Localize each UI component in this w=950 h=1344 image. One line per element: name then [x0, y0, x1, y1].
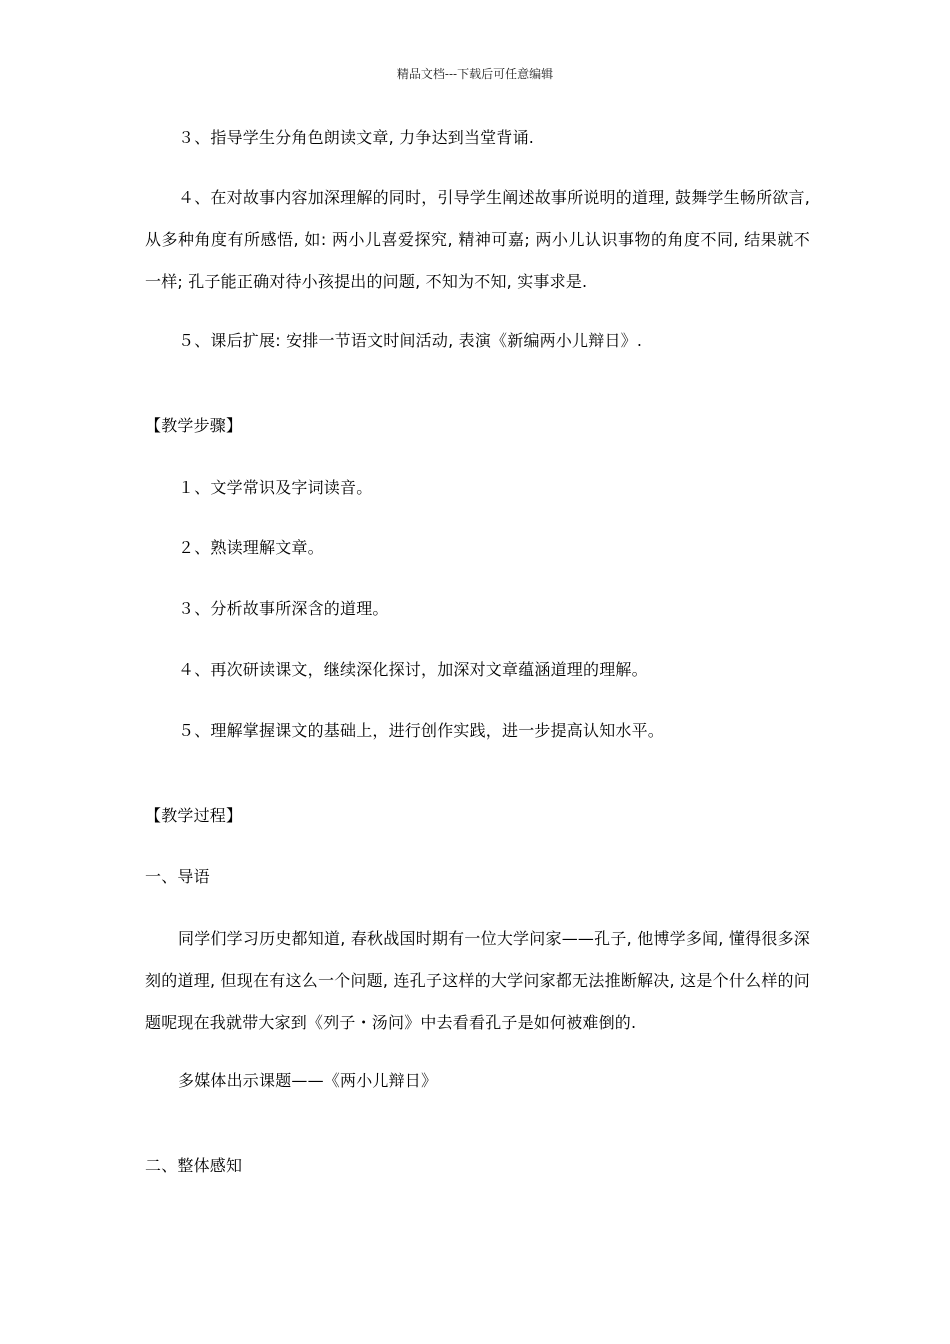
page-header: 精品文档---下载后可任意编辑 [396, 67, 554, 81]
goal-item-3: ３、指导学生分角色朗读文章, 力争达到当堂背诵. [178, 128, 535, 147]
steps-heading: 【教学步骤】 [145, 416, 243, 435]
goal-item-4: ４、在对故事内容加深理解的同时，引导学生阐述故事所说明的道理, 鼓舞学生畅所欲言, 从多种角度有所感悟, 如: 两小儿喜爱探究, 精神可嘉; 两小儿认识事物的角度不同, 结果就不一样; 孔子能正确对待小孩提出的问题, 不知为不知, 实事求是. [145, 188, 810, 291]
step-item-5: ５、理解掌握课文的基础上，进行创作实践，进一步提高认知水平。 [178, 721, 665, 740]
step-item-2: ２、熟读理解文章。 [178, 538, 324, 557]
goal-item-5: ５、课后扩展: 安排一节语文时间活动, 表演《新编两小儿辩日》. [178, 331, 643, 350]
step-item-4: ４、再次研读课文，继续深化探讨，加深对文章蕴涵道理的理解。 [178, 660, 648, 679]
intro-paragraph: 同学们学习历史都知道, 春秋战国时期有一位大学问家——孔子, 他博学多闻, 懂得很多深刻的道理, 但现在有这么一个问题, 连孔子这样的大学问家都无法推断解决, 这是个什么样的问题呢现在我就带大家到《列子・汤问》中去看看孔子是如何被难倒的. [145, 929, 810, 1032]
section-1-title: 一、导语 [145, 867, 210, 886]
step-item-1: １、文学常识及字词读音。 [178, 478, 373, 497]
process-heading: 【教学过程】 [145, 806, 243, 825]
step-item-3: ３、分析故事所深含的道理。 [178, 599, 389, 618]
section-2-title: 二、整体感知 [145, 1156, 243, 1175]
media-line: 多媒体出示课题——《两小儿辩日》 [178, 1071, 438, 1090]
